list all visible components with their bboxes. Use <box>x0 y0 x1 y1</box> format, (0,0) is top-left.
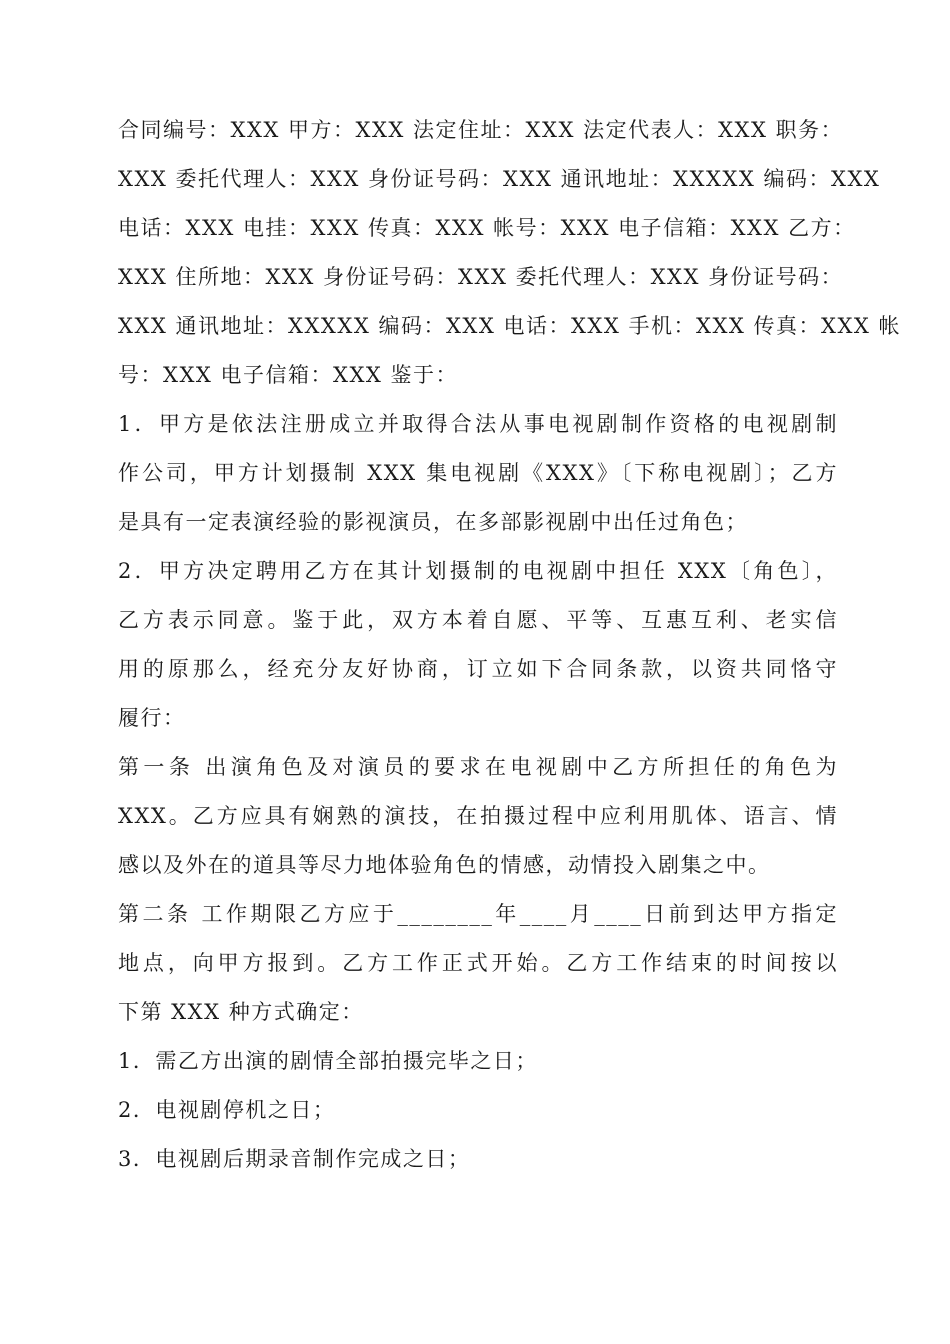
document-body <box>118 106 902 1184</box>
text-line: XXX 住所地：XXX 身份证号码：XXX 委托代理人：XXX 身份证号码： <box>118 265 844 289</box>
text-line: 地点，向甲方报到。乙方工作正式开始。乙方工作结束的时间按以 <box>118 951 838 975</box>
text-line: 1．甲方是依法注册成立并取得合法从事电视剧制作资格的电视剧制 <box>118 412 838 436</box>
text-line: 履行： <box>118 706 186 730</box>
text-line: 第二条 工作期限乙方应于________年____月____日前到达甲方指定 <box>118 902 838 926</box>
text-line: 乙方表示同意。鉴于此，双方本着自愿、平等、互惠互利、老实信 <box>118 608 838 632</box>
text-line: 用的原那么，经充分友好协商，订立如下合同条款，以资共同恪守 <box>118 657 838 681</box>
text-line: 号：XXX 电子信箱：XXX 鉴于： <box>118 363 459 387</box>
text-line: 3．电视剧后期录音制作完成之日； <box>118 1147 471 1171</box>
text-line: XXX。乙方应具有娴熟的演技，在拍摄过程中应利用肌体、语言、情 <box>118 804 838 828</box>
text-line: 第一条 出演角色及对演员的要求在电视剧中乙方所担任的角色为 <box>118 755 838 779</box>
text-line: XXX 委托代理人：XXX 身份证号码：XXX 通讯地址：XXXXX 编码：XXX <box>118 167 881 191</box>
text-line: 感以及外在的道具等尽力地体验角色的情感，动情投入剧集之中。 <box>118 853 771 877</box>
text-line: XXX 通讯地址：XXXXX 编码：XXX 电话：XXX 手机：XXX 传真：XXX 帐 <box>118 314 902 338</box>
text-line: 1．需乙方出演的剧情全部拍摄完毕之日； <box>118 1049 538 1073</box>
text-line: 合同编号：XXX 甲方：XXX 法定住址：XXX 法定代表人：XXX 职务： <box>118 118 844 142</box>
text-line: 下第 XXX 种方式确定： <box>118 1000 364 1024</box>
text-line: 电话：XXX 电挂：XXX 传真：XXX 帐号：XXX 电子信箱：XXX 乙方： <box>118 216 856 240</box>
text-line: 是具有一定表演经验的影视演员，在多部影视剧中出任过角色； <box>118 510 748 534</box>
text-line: 2．电视剧停机之日； <box>118 1098 336 1122</box>
text-line: 2．甲方决定聘用乙方在其计划摄制的电视剧中担任 XXX〔角色〕， <box>118 559 838 583</box>
text-line: 作公司，甲方计划摄制 XXX 集电视剧《XXX》〔下称电视剧〕；乙方 <box>118 461 838 485</box>
